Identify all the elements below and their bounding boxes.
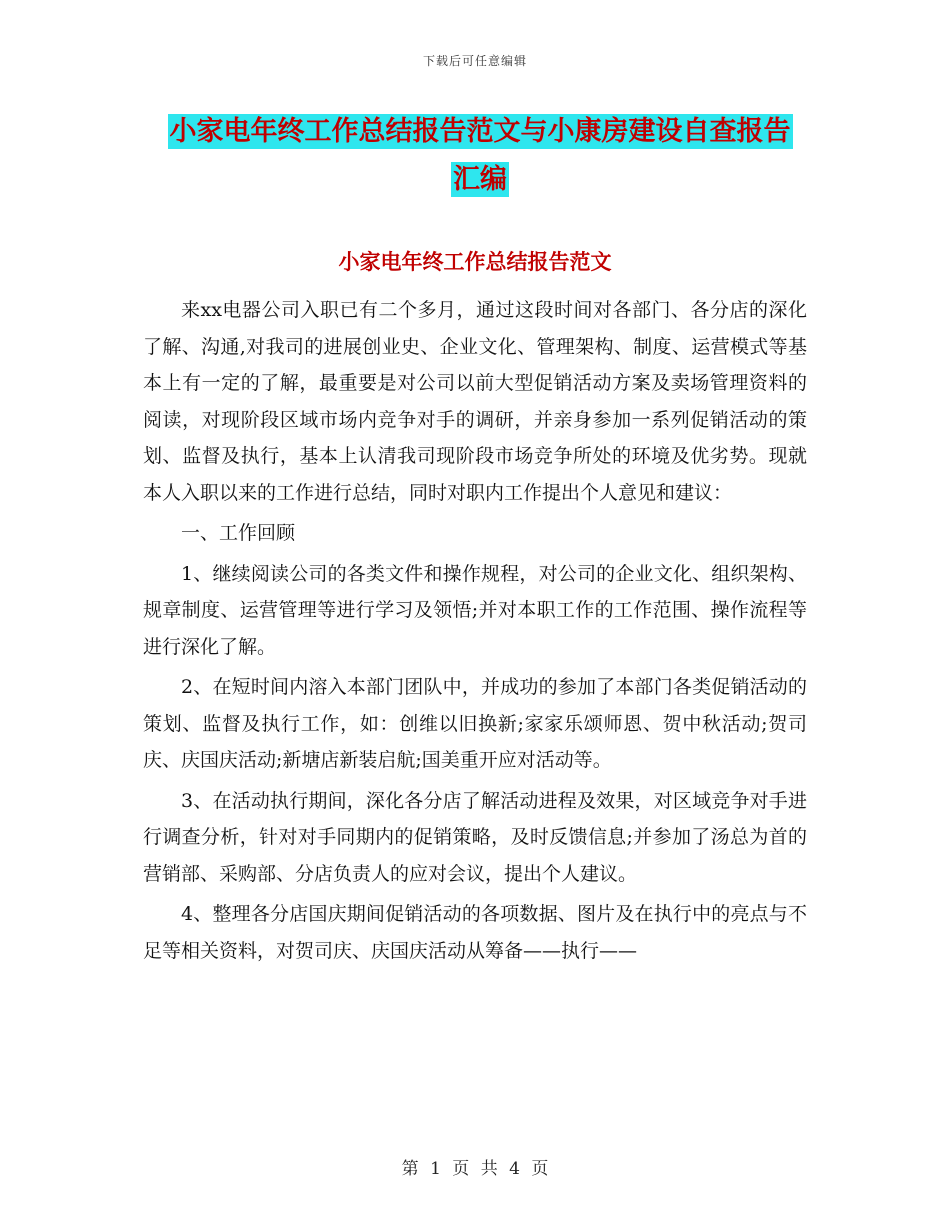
paragraph-item-4: 4、整理各分店国庆期间促销活动的各项数据、图片及在执行中的亮点与不足等相关资料，对贺司庆、庆国庆活动从筹备——执行——: [143, 903, 807, 962]
paragraph-heading-work-review: 一、工作回顾: [181, 522, 296, 544]
paragraph-intro: 来xx电器公司入职已有二个多月，通过这段时间对各部门、各分店的深化了解、沟通,对我司的进展创业史、企业文化、管理架构、制度、运营模式等基本上有一定的了解，最重要是对公司以前大型促销活动方案及卖场管理资料的阅读，对现阶段区域市场内竞争对手的调研，并亲身参加一系列促销活动的策划、监督及执行，基本上认清我司现阶段市场竞争所处的环境及优劣势。现就本人入职以来的工作进行总结，同时对职内工作提出个人意见和建议：: [143, 299, 807, 504]
section-title: 小家电年终工作总结报告范文: [338, 250, 612, 274]
document-title-line-2: 汇编: [453, 164, 507, 195]
document-title-line-1: 小家电年终工作总结报告范文与小康房建设自查报告: [169, 116, 791, 147]
document-title: [140, 108, 820, 204]
page-number-footer: 第 1 页 共 4 页: [401, 1159, 549, 1179]
paragraph-item-2: 2、在短时间内溶入本部门团队中，并成功的参加了本部门各类促销活动的策划、监督及执行工作，如：创维以旧换新;家家乐颂师恩、贺中秋活动;贺司庆、庆国庆活动;新塘店新装启航;国美重开应对活动等。: [143, 676, 807, 771]
paragraph-item-1: 1、继续阅读公司的各类文件和操作规程，对公司的企业文化、组织架构、规章制度、运营管理等进行学习及领悟;并对本职工作的工作范围、操作流程等进行深化了解。: [143, 562, 807, 658]
page-header-note: 下载后可任意编辑: [422, 54, 527, 68]
document-body: [143, 292, 807, 973]
paragraph-item-3: 3、在活动执行期间，深化各分店了解活动进程及效果，对区域竞争对手进行调查分析，针对对手同期内的促销策略，及时反馈信息;并参加了汤总为首的营销部、采购部、分店负责人的应对会议，提出个人建议。: [143, 789, 807, 885]
